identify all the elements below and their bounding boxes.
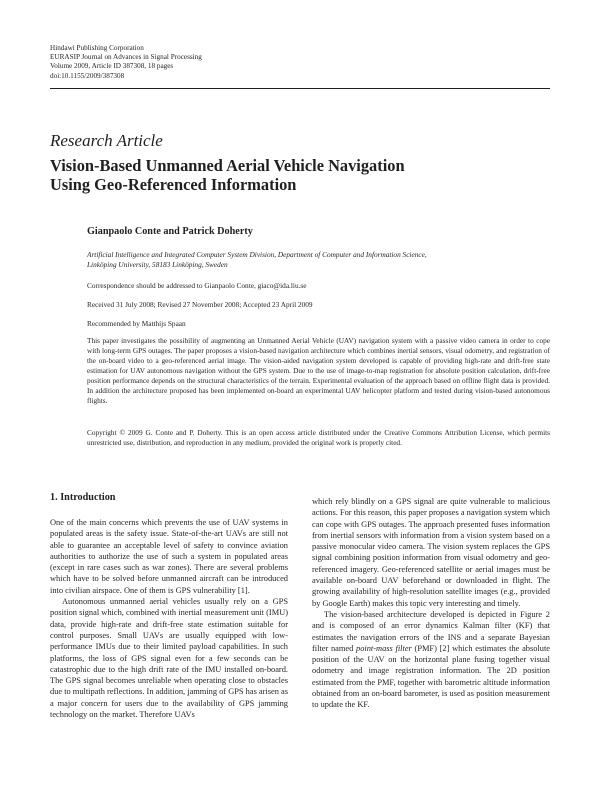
paragraph	[312, 609, 550, 711]
recommended-by: Recommended by Matthijs Spaan	[87, 319, 186, 328]
affiliation-line-2: Linköping University, 58183 Linköping, Sweden	[87, 260, 228, 269]
emphasized-term: point-mass filter	[356, 643, 412, 653]
paragraph: One of the main concerns which prevents the use of UAV systems in populated areas is the safety issue. State-of-the-art UAVs are still not able to guarantee an acceptable level of safety to convince aviation authorities to authorize the use of such a system in populated areas (except in rare cases such as war zones). There are several problems which have to be solved before unmanned aircraft can be introduced into civilian airspace. One of them is GPS vulnerability [1].	[50, 518, 288, 595]
title-line-2: Using Geo-Referenced Information	[50, 175, 297, 194]
article-type: Research Article	[50, 131, 163, 150]
paragraph-text: (PMF) [2] which estimates the absolute position of the UAV on the horizontal plane fusing together visual odometry and image registration information. The 2D position estimated from the PMF, together with barometric altitude information obtained from an on-board barometer, is used as position measurement to update the KF.	[312, 643, 550, 710]
paragraph: Autonomous unmanned aerial vehicles usually rely on a GPS position signal which, combined with inertial measurement unit (IMU) data, provide high-rate and drift-free state estimation suitable for control purposes. Small UAVs are usually equipped with low-performance IMUs due to their limited payload capabilities. In such platforms, the loss of GPS signal even for a few seconds can be catastrophic due to the high drift rate of the IMU installed on-board. The GPS signal becomes unreliable when operating close to obstacles due to multipath reflections. In addition, jamming of GPS has arisen as a major concern for users due to the availability of GPS jamming technology on the market. Therefore UAVs	[50, 597, 288, 720]
doi: doi:10.1155/2009/387308	[50, 71, 125, 80]
header-divider	[50, 88, 550, 89]
title-line-1: Vision-Based Unmanned Aerial Vehicle Navigation	[50, 156, 405, 175]
authors: Gianpaolo Conte and Patrick Doherty	[87, 226, 253, 237]
paper-title	[50, 156, 405, 194]
journal-header	[50, 44, 202, 81]
publisher: Hindawi Publishing Corporation	[50, 44, 144, 52]
affiliation	[87, 250, 550, 270]
abstract: This paper investigates the possibility of augmenting an Unmanned Aerial Vehicle (UAV) navigation system with a passive video camera in order to cope with long-term GPS outages. The paper proposes a vision-based navigation architecture which combines inertial sensors, visual odometry, and registration of the on-board video to a geo-referenced aerial image. The vision-aided navigation system developed is capable of providing high-rate and drift-free state estimation for UAV autonomous navigation without the GPS system. Due to the use of image-to-map registration for absolute position calculation, drift-free position performance depends on the structural characteristics of the terrain. Experimental evaluation of the approach based on offline flight data is provided. In addition the architecture proposed has been implemented on-board an experimental UAV helicopter platform and tested during vision-based autonomous flights.	[87, 336, 550, 405]
right-column	[312, 496, 550, 711]
affiliation-line-1: Artificial Intelligence and Integrated Computer System Division, Department of Computer and Information Science,	[87, 250, 427, 259]
left-column	[50, 517, 288, 720]
paragraph: which rely blindly on a GPS signal are quite vulnerable to malicious actions. For this reason, this paper proposes a navigation system which can cope with GPS outages. The approach presented fuses information from inertial sensors with information from a vision system based on a passive monocular video camera. The vision system replaces the GPS signal combining position information from visual odometry and geo-referenced imagery. Geo-referenced satellite or aerial images must be available on-board UAV beforehand or downloaded in flight. The growing availability of high-resolution satellite images (e.g., provided by Google Earth) makes this topic very interesting and timely.	[312, 497, 550, 608]
section-heading: 1. Introduction	[50, 492, 116, 503]
copyright-notice: Copyright © 2009 G. Conte and P. Doherty. This is an open access article distributed under the Creative Commons Attribution License, which permits unrestricted use, distribution, and reproduction in any medium, provided the original work is properly cited.	[87, 428, 550, 447]
submission-dates: Received 31 July 2008; Revised 27 November 2008; Accepted 23 April 2009	[87, 300, 313, 309]
correspondence: Correspondence should be addressed to Gianpaolo Conte, giaco@ida.liu.se	[87, 281, 307, 290]
volume-info: Volume 2009, Article ID 387308, 18 pages	[50, 62, 174, 71]
journal-name: EURASIP Journal on Advances in Signal Processing	[50, 53, 202, 62]
paragraph-text: The vision-based architecture developed is depicted in Figure 2 and is composed of an error dynamics Kalman filter (KF) that estimates the navigation errors of the INS and a separate Bayesian filter named	[312, 609, 550, 653]
